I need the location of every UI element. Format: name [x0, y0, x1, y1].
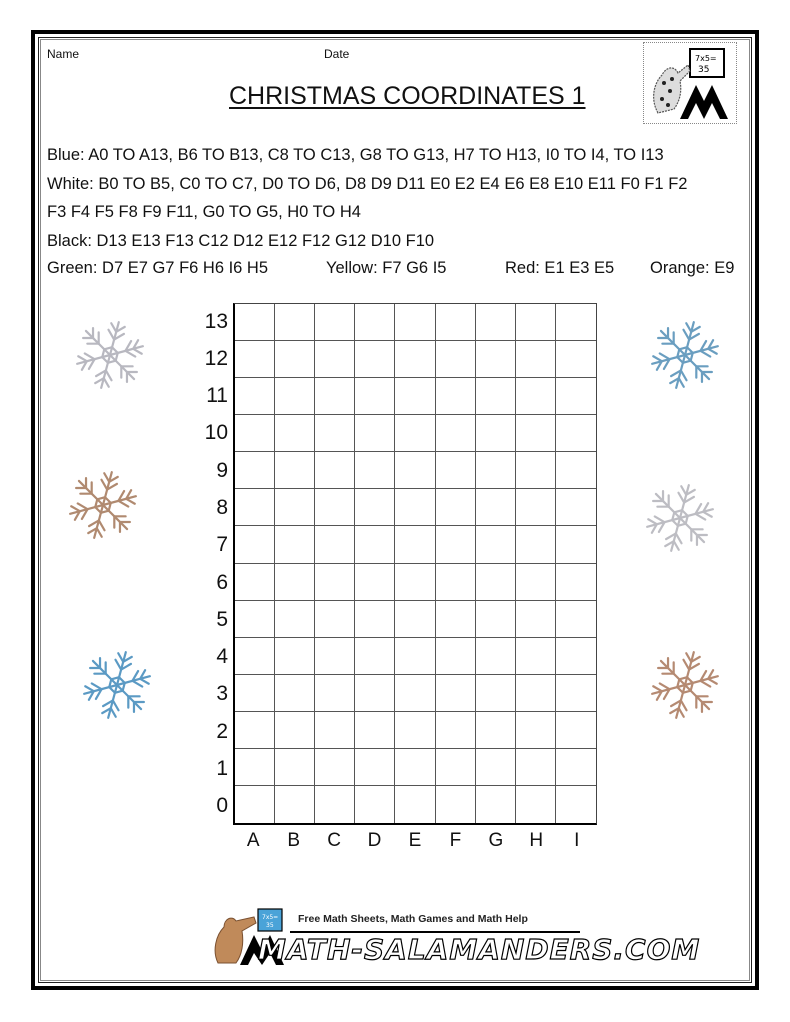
grid-cell	[476, 304, 516, 341]
grid-cell	[556, 712, 596, 749]
grid-cell	[315, 675, 355, 712]
instruction-red: Red: E1 E3 E5	[505, 259, 615, 277]
snowflake-icon	[70, 315, 150, 395]
grid-cell	[556, 415, 596, 452]
grid-cell	[516, 341, 556, 378]
grid-cell	[476, 675, 516, 712]
grid-cell	[275, 304, 315, 341]
y-label: 2	[216, 719, 228, 743]
y-label: 8	[216, 496, 228, 520]
grid-cell	[476, 786, 516, 823]
grid-cell	[436, 489, 476, 526]
grid-cell	[436, 526, 476, 563]
grid-cell	[355, 489, 395, 526]
x-label: B	[287, 830, 300, 851]
y-axis-labels	[190, 303, 228, 825]
grid-cell	[476, 489, 516, 526]
x-label: F	[449, 830, 462, 851]
grid-cell	[355, 749, 395, 786]
instruction-blue: Blue: A0 TO A13, B6 TO B13, C8 TO C13, G8 TO G13, H7 TO H13, I0 TO I4, TO I13	[47, 146, 664, 164]
grid-cell	[476, 452, 516, 489]
grid-cell	[315, 749, 355, 786]
grid-cell	[355, 712, 395, 749]
grid-cell	[516, 415, 556, 452]
grid-cell	[235, 712, 275, 749]
grid-cell	[355, 601, 395, 638]
y-label: 6	[216, 570, 228, 594]
x-label: D	[367, 830, 382, 851]
grid-cell	[556, 601, 596, 638]
coordinate-grid	[233, 303, 597, 825]
grid-cell	[235, 564, 275, 601]
grid-cell	[235, 786, 275, 823]
grid-cell	[476, 564, 516, 601]
grid-cell	[395, 638, 435, 675]
grid-cell	[315, 786, 355, 823]
svg-text:7x5=: 7x5=	[695, 54, 717, 63]
grid-cell	[355, 378, 395, 415]
svg-text:7x5=: 7x5=	[262, 914, 279, 921]
y-label: 11	[206, 384, 228, 408]
footer-logo	[210, 905, 701, 967]
snowflake-icon	[63, 465, 143, 545]
grid-cell	[315, 601, 355, 638]
grid-cell	[315, 452, 355, 489]
instruction-white-line1: White: B0 TO B5, C0 TO C7, D0 TO D6, D8 D9 D11 E0 E2 E4 E6 E8 E10 E11 F0 F1 F2	[47, 175, 688, 193]
grid-cell	[476, 378, 516, 415]
grid-cell	[476, 341, 516, 378]
grid-cell	[235, 638, 275, 675]
grid-cell	[556, 786, 596, 823]
grid-cell	[235, 415, 275, 452]
instruction-legend-row	[47, 259, 777, 279]
grid-cell	[275, 601, 315, 638]
x-label: E	[408, 830, 422, 851]
grid-cell	[315, 564, 355, 601]
grid-cell	[516, 712, 556, 749]
grid-cell	[476, 526, 516, 563]
grid-cell	[516, 489, 556, 526]
grid-cell	[355, 452, 395, 489]
x-label: C	[327, 830, 341, 851]
grid-cell	[355, 638, 395, 675]
grid-cell	[516, 601, 556, 638]
grid-cell	[275, 712, 315, 749]
instruction-green: Green: D7 E7 G7 F6 H6 I6 H5	[47, 259, 269, 277]
salamander-teacher-icon	[644, 43, 736, 123]
salamander-logo	[643, 42, 737, 124]
grid-cell	[275, 564, 315, 601]
grid-cell	[395, 304, 435, 341]
y-label: 10	[204, 421, 228, 445]
grid-cell	[436, 675, 476, 712]
grid-cell	[395, 452, 435, 489]
grid-cell	[556, 452, 596, 489]
grid-cell	[395, 786, 435, 823]
y-label: 0	[216, 794, 228, 818]
grid-cell	[355, 526, 395, 563]
grid-cell	[556, 489, 596, 526]
y-label: 1	[216, 757, 228, 781]
y-label: 12	[204, 346, 228, 370]
grid-cell	[436, 341, 476, 378]
instruction-orange: Orange: E9	[650, 259, 735, 277]
y-label: 9	[216, 458, 228, 482]
grid-cells	[233, 303, 597, 825]
grid-cell	[315, 304, 355, 341]
grid-cell	[235, 675, 275, 712]
grid-cell	[235, 378, 275, 415]
grid-cell	[275, 786, 315, 823]
grid-cell	[235, 526, 275, 563]
grid-cell	[556, 564, 596, 601]
grid-cell	[355, 786, 395, 823]
grid-cell	[436, 749, 476, 786]
grid-cell	[315, 638, 355, 675]
grid-cell	[355, 564, 395, 601]
y-label: 4	[216, 645, 228, 669]
grid-cell	[516, 304, 556, 341]
grid-cell	[395, 601, 435, 638]
page-title: CHRISTMAS COORDINATES 1	[229, 82, 586, 110]
grid-cell	[395, 526, 435, 563]
grid-cell	[436, 712, 476, 749]
grid-cell	[556, 638, 596, 675]
date-label: Date	[324, 47, 350, 61]
snowflake-icon	[640, 478, 720, 558]
y-label: 7	[216, 533, 228, 557]
grid-cell	[516, 675, 556, 712]
grid-cell	[395, 675, 435, 712]
snowflake-icon	[645, 645, 725, 725]
grid-cell	[275, 638, 315, 675]
grid-cell	[395, 749, 435, 786]
grid-cell	[355, 304, 395, 341]
grid-cell	[315, 378, 355, 415]
instruction-yellow: Yellow: F7 G6 I5	[326, 259, 447, 277]
svg-text:35: 35	[266, 922, 274, 929]
grid-cell	[275, 749, 315, 786]
grid-cell	[516, 638, 556, 675]
footer-site-name: MATH-SALAMANDERS.COM	[258, 933, 701, 966]
snowflake-icon	[645, 315, 725, 395]
grid-cell	[516, 378, 556, 415]
instruction-white-line2: F3 F4 F5 F8 F9 F11, G0 TO G5, H0 TO H4	[47, 203, 361, 221]
grid-cell	[275, 675, 315, 712]
grid-cell	[315, 341, 355, 378]
grid-cell	[395, 489, 435, 526]
grid-cell	[275, 341, 315, 378]
grid-cell	[235, 489, 275, 526]
grid-cell	[395, 378, 435, 415]
grid-cell	[395, 712, 435, 749]
grid-cell	[516, 452, 556, 489]
grid-cell	[395, 564, 435, 601]
grid-cell	[315, 489, 355, 526]
grid-cell	[556, 675, 596, 712]
name-label: Name	[47, 47, 80, 61]
grid-cell	[516, 564, 556, 601]
grid-cell	[476, 638, 516, 675]
grid-cell	[235, 341, 275, 378]
svg-text:35: 35	[698, 65, 710, 75]
grid-cell	[436, 564, 476, 601]
grid-cell	[476, 415, 516, 452]
grid-cell	[315, 526, 355, 563]
grid-cell	[235, 452, 275, 489]
grid-cell	[275, 378, 315, 415]
grid-cell	[436, 638, 476, 675]
x-label: I	[574, 830, 580, 851]
grid-cell	[436, 786, 476, 823]
instruction-black: Black: D13 E13 F13 C12 D12 E12 F12 G12 D10 F10	[47, 232, 435, 250]
grid-cell	[395, 341, 435, 378]
grid-cell	[516, 749, 556, 786]
grid-cell	[355, 341, 395, 378]
grid-cell	[395, 415, 435, 452]
grid-cell	[516, 526, 556, 563]
grid-cell	[556, 526, 596, 563]
grid-cell	[315, 415, 355, 452]
snowflake-icon	[77, 645, 157, 725]
grid-cell	[476, 601, 516, 638]
grid-cell	[235, 304, 275, 341]
grid-cell	[275, 415, 315, 452]
grid-cell	[436, 452, 476, 489]
y-label: 5	[216, 607, 228, 631]
grid-cell	[556, 378, 596, 415]
grid-cell	[436, 601, 476, 638]
x-axis-labels	[233, 830, 597, 856]
grid-cell	[355, 415, 395, 452]
grid-cell	[476, 749, 516, 786]
x-label: G	[488, 830, 504, 851]
grid-cell	[436, 415, 476, 452]
footer-tagline: Free Math Sheets, Math Games and Math Help	[298, 913, 528, 925]
grid-cell	[436, 378, 476, 415]
y-label: 13	[204, 309, 228, 333]
grid-cell	[516, 786, 556, 823]
grid-cell	[556, 304, 596, 341]
grid-cell	[275, 526, 315, 563]
grid-cell	[556, 341, 596, 378]
grid-cell	[315, 712, 355, 749]
grid-cell	[476, 712, 516, 749]
grid-cell	[275, 489, 315, 526]
grid-cell	[556, 749, 596, 786]
x-label: A	[246, 830, 260, 851]
grid-cell	[275, 452, 315, 489]
grid-cell	[355, 675, 395, 712]
grid-cell	[235, 601, 275, 638]
x-label: H	[529, 830, 544, 851]
grid-cell	[436, 304, 476, 341]
y-label: 3	[216, 682, 228, 706]
grid-cell	[235, 749, 275, 786]
